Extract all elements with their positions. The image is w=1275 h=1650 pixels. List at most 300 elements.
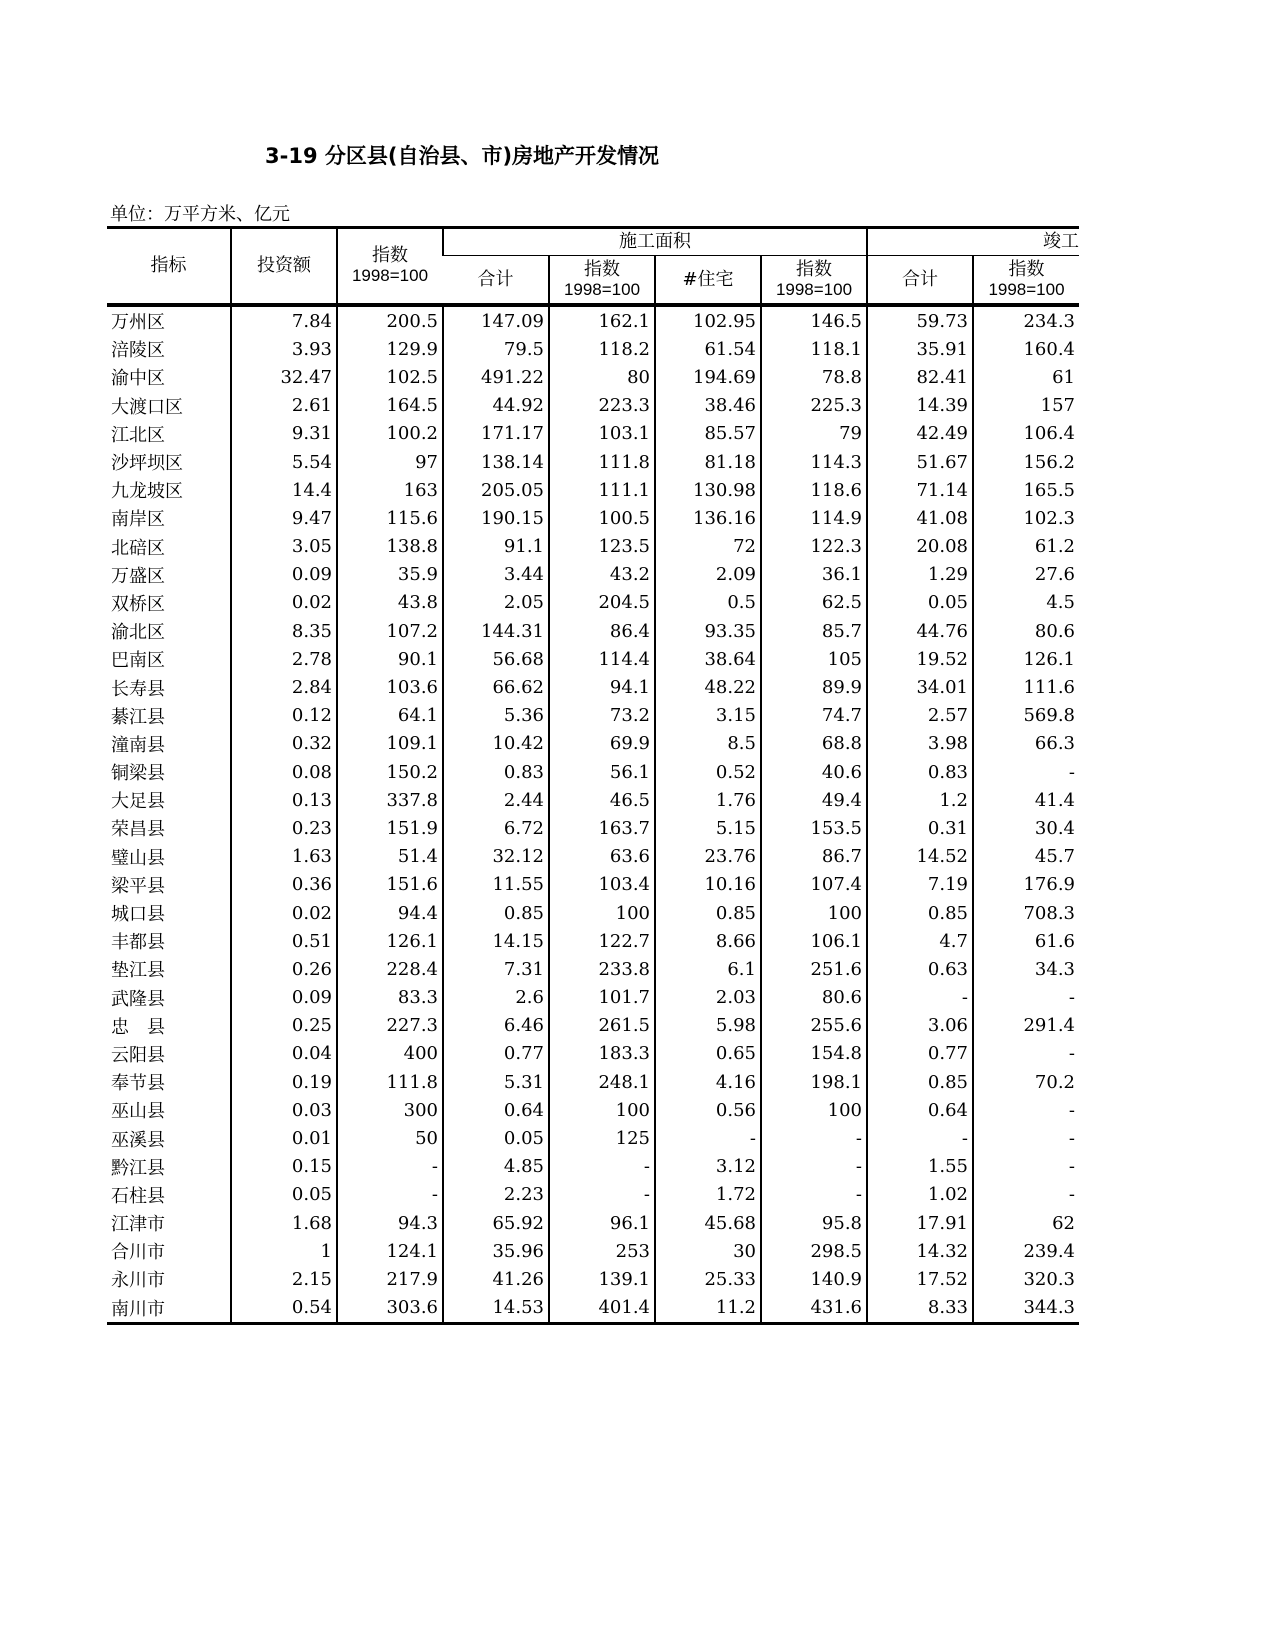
unit-label: 单位：万平方米、亿元 [110,204,290,225]
cell-investment-index: 164.5 [337,392,443,420]
cell-district: 武隆县 [111,988,165,1010]
table-row [107,448,1079,476]
cell-residential: 25.33 [655,1265,761,1293]
cell-completed-total: 17.52 [867,1265,973,1293]
cell-completed-total: 1.29 [867,561,973,589]
cell-investment: 0.26 [231,955,337,983]
cell-investment: 3.05 [231,533,337,561]
cell-investment: 7.84 [231,305,337,335]
cell-residential-index: 74.7 [761,702,867,730]
cell-construction-index: 86.4 [549,617,655,645]
cell-completed-total: 0.85 [867,1068,973,1096]
cell-investment-index: 64.1 [337,702,443,730]
cell-completed-total: 42.49 [867,420,973,448]
index-label: 指数 [1008,258,1045,280]
cell-completed-total: 4.7 [867,927,973,955]
cell-investment: 0.36 [231,871,337,899]
cell-residential-index: 122.3 [761,533,867,561]
real-estate-table [107,226,1079,1325]
cell-construction-index: 122.7 [549,927,655,955]
table-row [107,730,1079,758]
cell-construction-index: 43.2 [549,561,655,589]
cell-district: 北碚区 [111,537,165,559]
cell-residential: 38.64 [655,645,761,673]
cell-residential-index: 251.6 [761,955,867,983]
cell-construction-index: 233.8 [549,955,655,983]
cell-residential-index: 68.8 [761,730,867,758]
cell-residential-index: 62.5 [761,589,867,617]
table-row [107,1209,1079,1237]
table-row [107,814,1079,842]
cell-construction-total: 138.14 [443,448,549,476]
cell-construction-index: 125 [549,1124,655,1152]
cell-construction-index: 163.7 [549,814,655,842]
table-row [107,871,1079,899]
cell-construction-index: 139.1 [549,1265,655,1293]
cell-residential-index: 86.7 [761,843,867,871]
cell-residential: 0.65 [655,1040,761,1068]
cell-district: 双桥区 [111,593,165,615]
cell-residential: 48.22 [655,673,761,701]
page-title: 3-19 分区县(自治县、市)房地产开发情况 [265,144,660,168]
cell-investment-index: 150.2 [337,758,443,786]
cell-investment-index: 43.8 [337,589,443,617]
cell-investment: 32.47 [231,363,337,391]
cell-residential: 5.15 [655,814,761,842]
cell-residential-index: 298.5 [761,1237,867,1265]
cell-completed-index: 66.3 [973,730,1079,758]
table-row [107,420,1079,448]
cell-completed-total: 82.41 [867,363,973,391]
cell-construction-total: 2.05 [443,589,549,617]
cell-district: 南川市 [107,1294,231,1324]
cell-completed-total: 14.32 [867,1237,973,1265]
cell-construction-total: 41.26 [443,1265,549,1293]
cell-investment: 2.84 [231,673,337,701]
table-row [107,1040,1079,1068]
cell-residential-index: 79 [761,420,867,448]
cell-investment-index: 109.1 [337,730,443,758]
cell-construction-total: 0.83 [443,758,549,786]
table-row [107,363,1079,391]
cell-construction-total: 6.72 [443,814,549,842]
cell-completed-index: 344.3 [973,1294,1079,1324]
cell-investment: 0.13 [231,786,337,814]
cell-district: 渝北区 [111,622,165,644]
cell-investment: 2.15 [231,1265,337,1293]
cell-completed-index: - [973,984,1079,1012]
cell-construction-total: 190.15 [443,504,549,532]
cell-residential: 0.85 [655,899,761,927]
cell-completed-index: 234.3 [973,305,1079,335]
header-indicator: 指标 [107,228,231,306]
cell-district: 大渡口区 [111,396,183,418]
cell-residential: 0.56 [655,1096,761,1124]
cell-investment: 0.51 [231,927,337,955]
cell-completed-total: 1.02 [867,1181,973,1209]
cell-completed-total: 8.33 [867,1294,973,1324]
cell-district: 忠 县 [111,1016,165,1038]
cell-completed-total: 41.08 [867,504,973,532]
cell-district: 江津市 [111,1214,165,1236]
cell-investment-index: 83.3 [337,984,443,1012]
cell-district: 巫溪县 [111,1129,165,1151]
cell-district: 丰都县 [111,932,165,954]
cell-completed-total: 2.57 [867,702,973,730]
cell-completed-index: 34.3 [973,955,1079,983]
cell-completed-index: 45.7 [973,843,1079,871]
cell-district: 云阳县 [111,1044,165,1066]
cell-completed-index: 61.6 [973,927,1079,955]
cell-investment-index: 100.2 [337,420,443,448]
cell-construction-total: 0.64 [443,1096,549,1124]
cell-district: 梁平县 [111,875,165,897]
cell-completed-total: 3.06 [867,1012,973,1040]
cell-completed-total: 35.91 [867,335,973,363]
cell-construction-total: 171.17 [443,420,549,448]
cell-completed-total: 59.73 [867,305,973,335]
cell-investment-index: 228.4 [337,955,443,983]
cell-completed-total: 0.31 [867,814,973,842]
cell-completed-total: 0.64 [867,1096,973,1124]
cell-residential-index: 118.1 [761,335,867,363]
cell-district: 大足县 [111,791,165,813]
cell-investment-index: 35.9 [337,561,443,589]
cell-residential-index: 154.8 [761,1040,867,1068]
cell-completed-index: 61.2 [973,533,1079,561]
cell-district: 巫山县 [111,1101,165,1123]
cell-construction-index: 63.6 [549,843,655,871]
table-row [107,533,1079,561]
cell-investment-index: 138.8 [337,533,443,561]
cell-investment-index: 300 [337,1096,443,1124]
cell-investment: 0.54 [231,1294,337,1324]
cell-construction-total: 491.22 [443,363,549,391]
cell-completed-index: 30.4 [973,814,1079,842]
cell-investment-index: 51.4 [337,843,443,871]
cell-completed-index: - [973,758,1079,786]
cell-completed-total: 0.63 [867,955,973,983]
cell-residential-index: 36.1 [761,561,867,589]
cell-residential: 85.57 [655,420,761,448]
cell-construction-total: 56.68 [443,645,549,673]
cell-investment-index: - [337,1153,443,1181]
cell-completed-total: 0.83 [867,758,973,786]
cell-construction-total: 14.15 [443,927,549,955]
cell-investment: 0.08 [231,758,337,786]
cell-completed-index: 165.5 [973,476,1079,504]
cell-completed-index: 126.1 [973,645,1079,673]
cell-residential-index: 153.5 [761,814,867,842]
cell-construction-total: 66.62 [443,673,549,701]
cell-investment-index: 151.9 [337,814,443,842]
cell-completed-index: 239.4 [973,1237,1079,1265]
cell-completed-total: - [867,1124,973,1152]
cell-district: 潼南县 [111,734,165,756]
cell-district: 涪陵区 [111,340,165,362]
cell-completed-total: 19.52 [867,645,973,673]
cell-completed-total: 14.39 [867,392,973,420]
cell-completed-index: 156.2 [973,448,1079,476]
cell-residential: 38.46 [655,392,761,420]
cell-construction-index: 114.4 [549,645,655,673]
index-label: 指数 [372,245,408,266]
header-investment: 投资额 [231,228,337,306]
cell-residential: 1.72 [655,1181,761,1209]
cell-residential: - [655,1124,761,1152]
cell-district: 铜梁县 [111,763,165,785]
table-row [107,392,1079,420]
cell-construction-index: 204.5 [549,589,655,617]
cell-investment: 0.04 [231,1040,337,1068]
cell-investment: 0.02 [231,589,337,617]
cell-residential-index: 89.9 [761,673,867,701]
cell-completed-index: - [973,1124,1079,1152]
cell-district: 万州区 [111,312,165,334]
cell-investment: 0.15 [231,1153,337,1181]
cell-completed-total: - [867,984,973,1012]
cell-district: 荣昌县 [111,819,165,841]
cell-investment-index: 303.6 [337,1294,443,1324]
cell-construction-index: - [549,1181,655,1209]
cell-construction-total: 10.42 [443,730,549,758]
cell-district: 南岸区 [111,509,165,531]
cell-completed-total: 0.77 [867,1040,973,1068]
cell-construction-index: 103.4 [549,871,655,899]
cell-construction-total: 32.12 [443,843,549,871]
cell-residential: 8.66 [655,927,761,955]
cell-completed-index: - [973,1040,1079,1068]
table-row [107,1181,1079,1209]
cell-residential: 130.98 [655,476,761,504]
table-row [107,1153,1079,1181]
cell-residential: 72 [655,533,761,561]
cell-completed-total: 0.85 [867,899,973,927]
cell-residential-index: 78.8 [761,363,867,391]
table-row [107,702,1079,730]
cell-residential-index: 225.3 [761,392,867,420]
cell-residential: 136.16 [655,504,761,532]
cell-investment-index: 124.1 [337,1237,443,1265]
cell-construction-total: 2.6 [443,984,549,1012]
table-row [107,1096,1079,1124]
cell-residential-index: 114.9 [761,504,867,532]
cell-investment: 0.19 [231,1068,337,1096]
cell-investment-index: 97 [337,448,443,476]
cell-residential-index: 105 [761,645,867,673]
cell-construction-index: 183.3 [549,1040,655,1068]
cell-completed-total: 1.55 [867,1153,973,1181]
cell-completed-index: 70.2 [973,1068,1079,1096]
cell-completed-total: 1.2 [867,786,973,814]
cell-completed-index: 111.6 [973,673,1079,701]
cell-investment-index: 337.8 [337,786,443,814]
cell-construction-index: 46.5 [549,786,655,814]
cell-residential-index: 95.8 [761,1209,867,1237]
cell-investment: 2.78 [231,645,337,673]
table-row [107,673,1079,701]
cell-residential: 102.95 [655,305,761,335]
cell-residential: 45.68 [655,1209,761,1237]
cell-district: 江北区 [111,424,165,446]
cell-residential: 0.52 [655,758,761,786]
index-label: 指数 [584,258,620,280]
cell-construction-total: 4.85 [443,1153,549,1181]
table-row [107,589,1079,617]
table-row [107,843,1079,871]
header-construction-index [549,256,655,306]
cell-construction-total: 11.55 [443,871,549,899]
cell-construction-index: 73.2 [549,702,655,730]
table-row [107,984,1079,1012]
cell-completed-index: - [973,1181,1079,1209]
cell-construction-index: 103.1 [549,420,655,448]
cell-residential: 5.98 [655,1012,761,1040]
cell-residential-index: - [761,1153,867,1181]
cell-investment: 0.05 [231,1181,337,1209]
cell-residential: 1.76 [655,786,761,814]
cell-residential-index: 146.5 [761,305,867,335]
cell-investment-index: 227.3 [337,1012,443,1040]
cell-investment-index: - [337,1181,443,1209]
cell-district: 长寿县 [111,678,165,700]
cell-investment: 0.01 [231,1124,337,1152]
cell-construction-index: 162.1 [549,305,655,335]
index-base: 1998=100 [563,279,641,299]
cell-construction-index: 69.9 [549,730,655,758]
cell-residential-index: 140.9 [761,1265,867,1293]
table-row [107,955,1079,983]
cell-completed-index: 320.3 [973,1265,1079,1293]
cell-investment: 0.23 [231,814,337,842]
table-row [107,1294,1079,1324]
table-body [107,305,1079,1323]
cell-construction-index: 96.1 [549,1209,655,1237]
cell-construction-index: 223.3 [549,392,655,420]
cell-investment-index: 400 [337,1040,443,1068]
cell-investment: 0.09 [231,984,337,1012]
cell-completed-total: 34.01 [867,673,973,701]
cell-investment: 1 [231,1237,337,1265]
cell-completed-index: 61 [973,363,1079,391]
cell-completed-index: - [973,1153,1079,1181]
cell-district: 綦江县 [111,706,165,728]
cell-residential: 11.2 [655,1294,761,1324]
table-row [107,561,1079,589]
table-row [107,899,1079,927]
cell-residential: 3.12 [655,1153,761,1181]
cell-residential: 194.69 [655,363,761,391]
cell-construction-total: 6.46 [443,1012,549,1040]
cell-residential: 81.18 [655,448,761,476]
cell-completed-total: 7.19 [867,871,973,899]
header-construction-total: 合计 [443,256,549,306]
cell-construction-index: 94.1 [549,673,655,701]
cell-residential: 10.16 [655,871,761,899]
cell-investment: 2.61 [231,392,337,420]
cell-investment-index: 50 [337,1124,443,1152]
table-row [107,758,1079,786]
cell-construction-total: 147.09 [443,305,549,335]
header-completed-index [973,256,1079,306]
table-row [107,786,1079,814]
cell-investment-index: 115.6 [337,504,443,532]
cell-construction-total: 44.92 [443,392,549,420]
table-row [107,617,1079,645]
cell-investment-index: 163 [337,476,443,504]
cell-construction-total: 65.92 [443,1209,549,1237]
cell-residential-index: 106.1 [761,927,867,955]
cell-residential: 61.54 [655,335,761,363]
cell-construction-total: 0.85 [443,899,549,927]
cell-residential-index: 49.4 [761,786,867,814]
cell-completed-index: 62 [973,1209,1079,1237]
cell-construction-total: 2.44 [443,786,549,814]
cell-residential-index: 80.6 [761,984,867,1012]
cell-district: 万盛区 [111,565,165,587]
cell-district: 永川市 [111,1270,165,1292]
cell-investment-index: 129.9 [337,335,443,363]
cell-investment: 8.35 [231,617,337,645]
cell-district: 黔江县 [111,1157,165,1179]
cell-completed-total: 20.08 [867,533,973,561]
cell-residential-index: 118.6 [761,476,867,504]
cell-investment-index: 94.4 [337,899,443,927]
cell-investment-index: 107.2 [337,617,443,645]
cell-completed-total: 44.76 [867,617,973,645]
header-residential: #住宅 [655,256,761,306]
cell-construction-total: 3.44 [443,561,549,589]
table-row [107,504,1079,532]
cell-construction-index: 80 [549,363,655,391]
header-investment-index [337,228,443,306]
cell-residential: 6.1 [655,955,761,983]
cell-completed-index: 157 [973,392,1079,420]
cell-investment-index: 217.9 [337,1265,443,1293]
cell-construction-index: 56.1 [549,758,655,786]
header-completed-total: 合计 [867,256,973,306]
cell-residential: 23.76 [655,843,761,871]
cell-completed-index: 102.3 [973,504,1079,532]
cell-investment: 0.25 [231,1012,337,1040]
cell-residential: 2.03 [655,984,761,1012]
cell-residential-index: 85.7 [761,617,867,645]
cell-completed-total: 3.98 [867,730,973,758]
cell-construction-total: 205.05 [443,476,549,504]
cell-investment: 14.4 [231,476,337,504]
cell-residential-index: 100 [761,1096,867,1124]
cell-residential: 2.09 [655,561,761,589]
cell-construction-index: 118.2 [549,335,655,363]
cell-construction-total: 0.05 [443,1124,549,1152]
cell-investment: 9.31 [231,420,337,448]
index-base: 1998=100 [351,266,429,285]
cell-residential-index: 100 [761,899,867,927]
cell-construction-index: - [549,1153,655,1181]
cell-completed-index: 41.4 [973,786,1079,814]
index-label: 指数 [796,258,832,280]
table-row [107,1068,1079,1096]
cell-investment-index: 94.3 [337,1209,443,1237]
header-residential-index [761,256,867,306]
cell-investment: 1.63 [231,843,337,871]
cell-completed-total: 14.52 [867,843,973,871]
cell-investment: 5.54 [231,448,337,476]
cell-construction-total: 91.1 [443,533,549,561]
index-base: 1998=100 [775,279,853,299]
table-row [107,1124,1079,1152]
cell-completed-index: 27.6 [973,561,1079,589]
